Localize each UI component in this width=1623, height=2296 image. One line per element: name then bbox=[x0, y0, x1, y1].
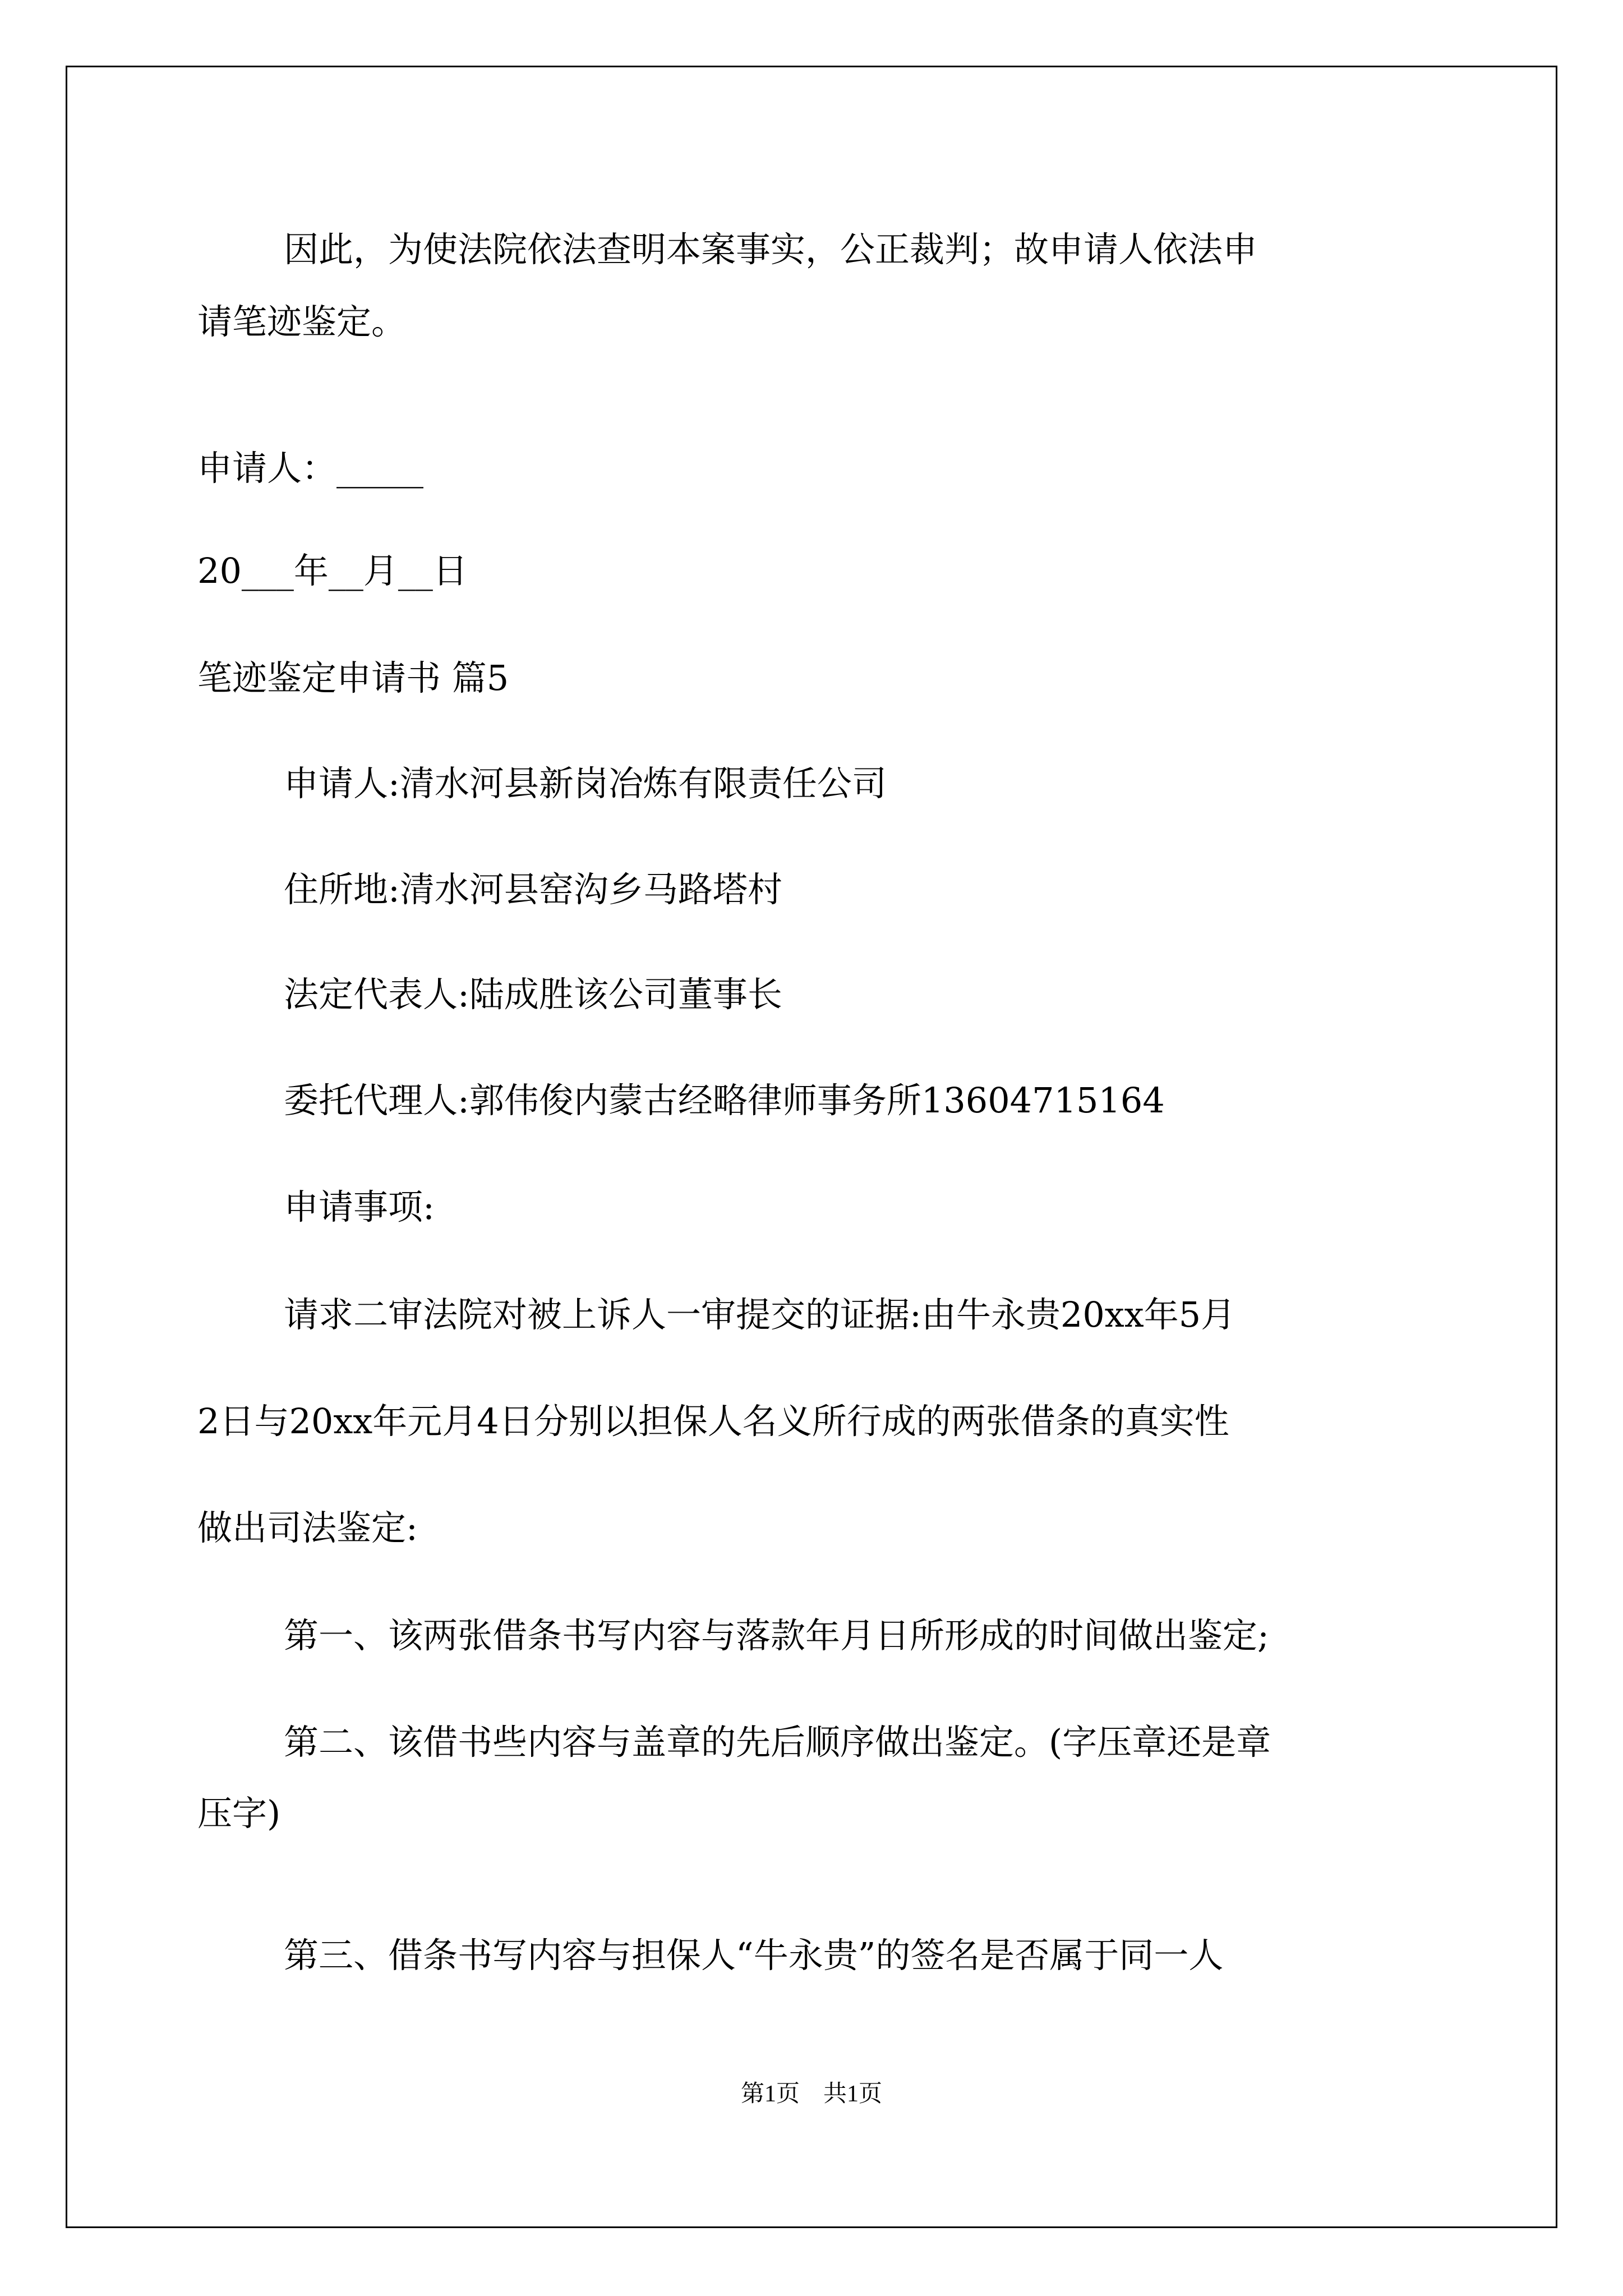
paragraph-line: 第一、该两张借条书写内容与落款年月日所形成的时间做出鉴定; bbox=[284, 1615, 1269, 1656]
agent-line: 委托代理人:郭伟俊内蒙古经略律师事务所13604715164 bbox=[284, 1080, 1165, 1121]
paragraph-line: 请求二审法院对被上诉人一审提交的证据:由牛永贵20xx年5月 bbox=[284, 1294, 1236, 1335]
page-border bbox=[66, 66, 1557, 2228]
date-line: 20___年__月__日 bbox=[197, 550, 468, 591]
address-line: 住所地:清水河县窑沟乡马路塔村 bbox=[284, 869, 782, 910]
paragraph-line: 第三、借条书写内容与担保人“牛永贵”的签名是否属于同一人 bbox=[284, 1935, 1224, 1976]
paragraph-line: 第二、该借书些内容与盖章的先后顺序做出鉴定。(字压章还是章 bbox=[284, 1722, 1271, 1763]
section-heading: 笔迹鉴定申请书 篇5 bbox=[197, 657, 509, 698]
paragraph-line: 压字) bbox=[197, 1793, 281, 1834]
applicant-signature-line: 申请人：_____ bbox=[197, 448, 424, 489]
applicant-line: 申请人:清水河县新岗冶炼有限责任公司 bbox=[284, 763, 887, 804]
legal-rep-line: 法定代表人:陆成胜该公司董事长 bbox=[284, 974, 782, 1015]
page-number: 第1页 共1页 bbox=[740, 2081, 882, 2107]
request-heading: 申请事项: bbox=[284, 1186, 435, 1227]
paragraph-line: 做出司法鉴定: bbox=[197, 1507, 418, 1548]
paragraph-line: 因此，为使法院依法查明本案事实，公正裁判；故申请人依法申 bbox=[284, 229, 1258, 270]
paragraph-line: 2日与20xx年元月4日分别以担保人名义所行成的两张借条的真实性 bbox=[197, 1401, 1229, 1442]
paragraph-line: 请笔迹鉴定。 bbox=[197, 301, 407, 342]
